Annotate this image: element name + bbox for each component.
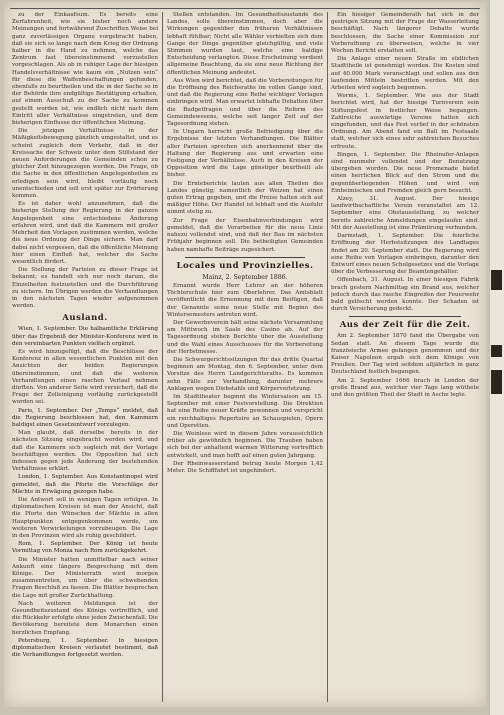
column-3	[331, 12, 479, 702]
article-text: Am 2. September 1666 brach in London der große Brand aus, welcher vier Tage lang wüthete und den größten Theil der Stadt in Asche legte.	[331, 377, 479, 398]
article-text: zu der Einkaufsum. Es bereits eine Zerfahrenheit, wie sie bisher noch andere Meinungen und fortwährend Zuschriften Weise bei ganz zuverlässigen Organe vorgebracht haben, daß sie sich so lange nach dem Krieg der Ordnung halber in die Hand zu nehmen, welche das Zentrum fast übereinstimmend vorzustellen vorgeschlagen. Als ob in ruhiger Lage der hiesigen Handelsverhältnisse wie kaum ein „Nutzen sein“ für diese die Waffenbeschaffungen gefunden, ebenfalls zu beurtheilen und die in der Sache so in der Behörde ihre endgültige Bestätigung erhalten, auf einem Ausschuß zu der Sache zu kommen gestellt worden ist, wie endlich nicht nach dem Eintritt aller Verhältnisse eingetreten, und dem bisherigen Einflusse der öffentlichen Meinung.	[12, 12, 158, 127]
article-text: Ein hiesiger Gemeinderath hat sich in der gestrigen Sitzung mit der Frage der Wasserleitung beschäftigt. Nach längerer Debatte wurde beschlossen, die Sache einer Kommission zur Vorberathung zu überweisen, welche in vier Wochen Bericht erstatten soll.	[331, 12, 479, 55]
article-text: Darmstadt, 1. September. Die feierliche Eröffnung der Herbstsitzungen des Landtages findet am 20. September statt. Die Regierung wird eine Reihe von Vorlagen einbringen, darunter den Entwurf eines neuen Schulgesetzes und die Vorlage über die Verbesserung der Beamtengehälter.	[331, 233, 479, 276]
news-item-rom: Rom, 1. September. Der König ist heute Vormittag von Monza nach Rom zurückgekehrt.	[12, 541, 158, 555]
article-text: Es wird hinzugefügt, daß die Beschlüsse der Konferenz in allen wesentlichen Punkten mit den Ansichten der beiden Regierungen übereinstimmen, und daß die weiteren Verhandlungen einen raschen Verlauf nehmen dürften. Von anderer Seite wird versichert, daß die Frage der Zolleinigung vorläufig zurückgestellt worden sei.	[12, 348, 158, 406]
article-text: Stellen entstanden. Im Gesundheitszustande des Landes, solle übereinstimmen, doch aber die Wirkungen gegenüber den früheren Verhältnissen lebhaft fühlbar; Nicht alle Wähler verhielten sich dem Gange der Dinge gegenüber gleichgültig, und viele Stimmen wurden laut, welche eine baldige Entscheidung verlangten. Diese Erscheinung verdient allgemeine Beachtung, da sie eine neue Richtung der öffentlichen Meinung andeutet.	[167, 12, 323, 76]
article-text: Es ist daher wohl anzunehmen, daß die bisherige Stellung der Regierung in der ganzen Angelegenheit eine entschiedene Änderung erfahren wird, und daß die Kammern mit großer Mehrheit den Vorlagen zustimmen werden, welche die neue Ordnung der Dinge sichern. Man darf dabei nicht vergessen, daß die öffentliche Meinung hier einen Einfluß hat, welcher die Sache wesentlich fördert.	[12, 201, 158, 265]
article-text: Worms, 1. September. Wie aus der Stadt berichtet wird, hat der hiesige Turnverein sein Stiftungsfest in festlicher Weise begangen. Zahlreiche auswärtige Vereine hatten sich eingefunden, und das Fest verlief in der schönsten Ordnung. Am Abend fand ein Ball im Festsaale statt, welcher sich eines sehr zahlreichen Besuches erfreute.	[331, 93, 479, 150]
article-text: Im Stadttheater beginnt die Wintersaison am 15. September mit einer Festvorstellung. Die Direktion hat eine Reihe neuer Kräfte gewonnen und verspricht ein reichhaltiges Repertoire an Schauspielen, Opern und Operetten.	[167, 393, 323, 429]
news-item-wien: Wien, 1. September. Die halbamtliche Erklärung über das Ergebniß der Minister-Konferenz wird in den vereinbarten Punkten vielfach ergänzt.	[12, 326, 158, 347]
article-text: Zur Frage der Eisenbahnverbindungen wird gemeldet, daß die Vorarbeiten für die neue Linie nahezu vollendet sind, und daß der Bau im nächsten Frühjahr beginnen soll. Die betheiligten Gemeinden haben namhafte Beiträge zugesichert.	[167, 217, 323, 253]
article-text: Der Gewerbeverein hält seine nächste Versammlung am Mittwoch im Saale des Casino ab. Auf der Tagesordnung stehen Berichte über die Ausstellung und die Wahl eines Ausschusses für die Vorbereitung der Herbstmesse.	[167, 319, 323, 355]
article-text: Die Anlage einer neuen Straße im südlichen Stadttheile ist genehmigt worden. Die Kosten sind auf 40.000 Mark veranschlagt und sollen aus den laufenden Mitteln bestritten werden. Mit den Arbeiten wird sogleich begonnen.	[331, 56, 479, 92]
dateline: Mainz, 2. September 1886.	[202, 273, 288, 281]
newspaper-page	[4, 2, 486, 707]
article-text: Man glaubt, daß derselbe bereits in der nächsten Sitzung eingebracht werden wird, und daß die Kammern sich sogleich mit der Vorlage beschäftigen werden. Die Opposition hat sich indessen gegen jede Änderung der bestehenden Verhältnisse erklärt.	[12, 430, 158, 473]
article-text: Offenbach, 31. August. In einer hiesigen Fabrik brach gestern Nachmittag ein Brand aus, welcher jedoch durch das rasche Eingreifen der Feuerwehr bald gelöscht werden konnte. Der Schaden ist durch Versicherung gedeckt.	[331, 277, 479, 313]
article-text: Nach weiteren Meldungen ist der Gesundheitszustand des Königs vortrefflich, und die Rückkehr erfolgte ohne jeden Zwischenfall. Die Bevölkerung bereitete dem Monarchen einen herzlichen Empfang.	[12, 600, 158, 636]
section-heading-calendar: Aus der Zeit für die Zeit.	[339, 320, 471, 331]
section-divider	[349, 316, 461, 317]
article-text: Die Schwurgerichtssitzungen für das dritte Quartal beginnen am Montag, den 6. September, unter dem Vorsitze des Herrn Landgerichtsraths. Es kommen zehn Fälle zur Verhandlung, darunter mehrere Anklagen wegen Diebstahls und Körperverletzung.	[167, 356, 323, 392]
news-item-paris: Paris, 1. September. Der „Temps“ meldet, daß die Regierung beschlossen hat, den Kammern baldigst einen Gesetzentwurf vorzulegen.	[12, 407, 158, 428]
column-1	[12, 12, 158, 702]
section-heading-local: Locales und Provinzielles.	[176, 260, 314, 271]
article-text: Die jetzigen Verhältnisse in der Mäßigkeitsbewegung gänzlich umgestaltet, und es scheint zugleich dem Verkehr, daß in der Kreissache der Schweiz unter dem Stillstand der neuen Anforderungen die Gemeinden schon zu gleicher Zeit hinzugezogen werden. Die Frage, ob die Sache in den öffentlichen Angelegenheiten zu erledigen sein wird, bleibt vorläufig noch unentschieden und soll erst später zur Erörterung kommen.	[12, 128, 158, 200]
news-item-london: London, 1. September. Aus Konstantinopel wird gemeldet, daß die Pforte die Vorschläge der Mächte in Erwägung gezogen habe.	[12, 474, 158, 495]
article-text: Aus Wien wird berichtet, daß die Vorbereitungen für die Eröffnung des Reichsraths im vollen Gange sind, und daß die Regierung eine Reihe wichtiger Vorlagen einbringen wird. Man erwartet lebhafte Debatten über die Budgetfragen und über die Reform des Gemeindewesens, welche seit langer Zeit auf der Tagesordnung stehen.	[167, 77, 323, 128]
column-separator	[327, 12, 328, 702]
article-text: Die Minister hatten unmittelbar nach seiner Ankunft eine längere Besprechung mit dem Könige. Der Ministerrath wird morgen zusammentreten, um über die schwebenden Fragen Beschluß zu fassen. Die Blätter besprechen die Lage mit großer Zurückhaltung.	[12, 556, 158, 599]
top-rule	[10, 8, 480, 9]
article-text: Am 2. September 1870 fand die Übergabe von Sedan statt. An diesem Tage wurde die französische Armee gefangen genommen und der Kaiser Napoleon ergab sich dem Könige von Preußen. Der Tag wird seitdem alljährlich in ganz Deutschland festlich begangen.	[331, 333, 479, 376]
column-2	[167, 12, 323, 702]
article-text: Alzey, 31. August. Der hiesige landwirthschaftliche Verein veranstaltet am 12. September eine Obstausstellung, zu welcher bereits zahlreiche Anmeldungen eingelaufen sind. Mit der Ausstellung ist eine Prämiirung verbunden.	[331, 196, 479, 231]
article-text: Die Stellung der Parteien zu dieser Frage ist bekannt; es handelt sich nur noch darum, die Einzelheiten festzustellen und die Durchführung zu sichern. Im Übrigen werden die Verhandlungen in den nächsten Tagen wieder aufgenommen werden.	[12, 267, 158, 310]
article-text: Ernannt wurde Herr Lehrer an der höheren Töchterschule hier zum Oberlehrer. Das Amtsblatt veröffentlicht die Ernennung mit dem Beifügen, daß der Genannte seine neue Stelle mit Beginn des Wintersemesters antreten wird.	[167, 282, 323, 318]
news-item-petersburg: Petersburg, 1. September. In hiesigen diplomatischen Kreisen verlautet bestimmt, daß die Verhandlungen fortgesetzt werden.	[12, 637, 158, 659]
article-text: In Ungarn herrscht große Befriedigung über die Ergebnisse der letzten Verhandlungen. Die Blätter aller Parteien sprechen sich anerkennend über die Haltung der Regierung aus und erwarten eine Festigung der Verhältnisse. Auch in den Kreisen der Opposition wird die Lage günstiger beurtheilt als bisher.	[167, 129, 323, 179]
article-text: Die Antwort soll in wenigen Tagen erfolgen. In diplomatischen Kreisen ist man der Ansicht, daß die Pforte den Wünschen der Mächte in allen Hauptpunkten entgegenkommen werde, um weiteren Verwickelungen vorzubeugen. Die Lage in den Provinzen wird als ruhig geschildert.	[12, 497, 158, 540]
article-text: Die Weinlese wird in diesem Jahre voraussichtlich früher als gewöhnlich beginnen. Die Trauben haben sich bei der anhaltend warmen Witterung vortrefflich entwickelt, und man hofft auf einen guten Jahrgang.	[167, 430, 323, 459]
section-heading-ausland: Ausland.	[62, 313, 108, 324]
adjacent-page-edge	[489, 0, 504, 715]
article-text: Der Rheinwasserstand betrug heute Morgen 1,42 Meter. Die Schifffahrt ist ungehindert.	[167, 460, 323, 474]
article-text: Bingen, 1. September. Die Rheinufer-Anlagen sind nunmehr vollendet und der Benutzung übergeben worden. Die neue Promenade bietet einen herrlichen Blick auf den Strom und die gegenüberliegenden Höhen und wird von Einheimischen und Fremden gleich gern besucht.	[331, 151, 479, 194]
column-separator	[162, 12, 163, 702]
section-divider	[185, 257, 305, 258]
article-text: Die Ernteberichte lauten aus allen Theilen des Landes günstig; namentlich der Weizen hat einen guten Ertrag gegeben, und die Preise halten sich auf mäßiger Höhe. Der Handel ist lebhaft und die Ausfuhr nimmt stetig zu.	[167, 180, 323, 216]
